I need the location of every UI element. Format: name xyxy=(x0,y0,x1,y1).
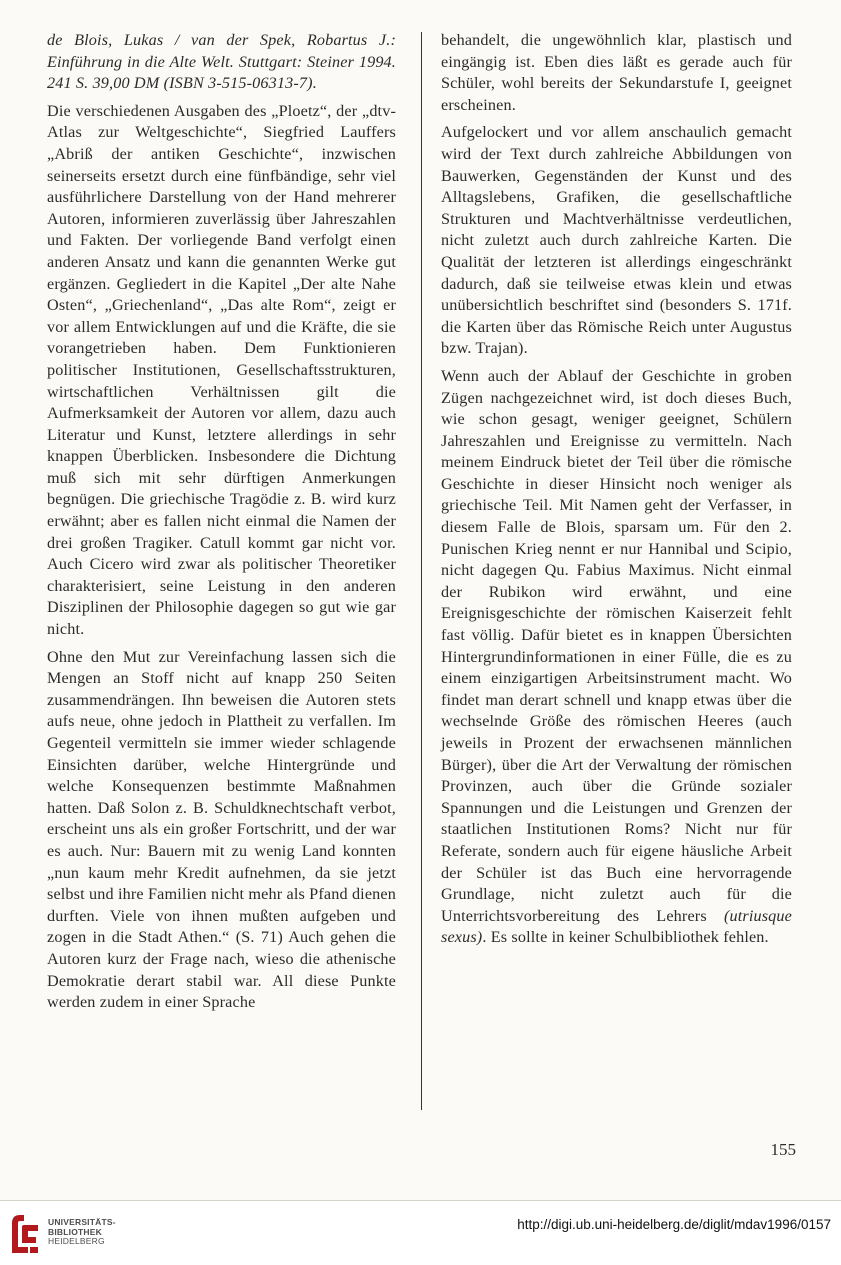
paragraph-tail: . Es sollte in keiner Schulbibliothek fehlen. xyxy=(482,928,769,947)
source-url-link[interactable]: http://digi.ub.uni-heidelberg.de/diglit/mdav1996/0157 xyxy=(517,1217,831,1232)
logo-line: HEIDELBERG xyxy=(48,1236,105,1246)
column-divider xyxy=(421,32,422,1110)
digitization-footer xyxy=(0,1201,841,1265)
right-column xyxy=(441,30,792,955)
paragraph: Ohne den Mut zur Vereinfachung lassen sich die Mengen an Stoff nicht auf knapp 250 Seiten zusammendrängen. Ihn beweisen die Autoren stets aufs neue, ohne jedoch in Plattheit zu verfallen. Im Gegenteil vermitteln sie immer wieder schlagende Einsichten darüber, welche Hintergründe und welche Konsequenzen bestimmte Maßnahmen hatten. Daß Solon z. B. Schuldknechtschaft verbot, erscheint uns als ein großer Fortschritt, und der war es auch. Nur: Bauern mit zu wenig Land konnten „nun kaum mehr Kredit aufnehmen, da sie jetzt selbst und ihre Familien nicht mehr als Pfand dienen durften. Viele von ihnen mußten aufgeben und zogen in die Stadt Athen.“ (S. 71) Auch gehen die Autoren kurz der Frage nach, wieso die athenische Demokratie derart stabil war. All diese Punkte werden zudem in einer Sprache xyxy=(47,647,396,1012)
paragraph-text: Wenn auch der Ablauf der Geschichte in groben Zügen nachgezeichnet wird, ist doch dieses Buch, wie schon gesagt, weniger geeignet, Schülern Jahreszahlen und Ereignisse zu vermitteln. Nach meinem Eindruck bietet der Teil über die römische Geschichte in dieser Hinsicht noch weniger als griechische Teil. Mit Namen geht der Verfasser, in diesem Falle de Blois, sparsam um. Für den 2. Punischen Krieg nennt er nur Hannibal und Scipio, nicht dagegen Qu. Fabius Maximus. Nicht einmal der Rubikon wird erwähnt, und eine Ereignisgeschichte der römischen Kaiserzeit fehlt fast völlig. Dafür bietet es in knappen Übersichten Hintergrundinformationen in einer Fülle, die es zu einem einzigartigen Arbeitsinstrument macht. Wo findet man derart schnell und knapp etwas über die wechselnde Größe des römischen Heeres (auch jeweils in Prozent der erwachsenen männlichen Bürger), über die Art der Verwaltung der römischen Provinzen, auch über die Gründe sozialer Spannungen und die Leistungen und Grenzen der staatlichen Institutionen Roms? Nicht nur für Referate, sondern auch für eigene häusliche Arbeit der Schüler ist das Buch eine hervorragende Grundlage, nicht zuletzt auch für die Unterrichtsvorbereitung des Lehrers xyxy=(441,366,792,925)
library-logo-icon xyxy=(8,1209,42,1257)
left-column xyxy=(47,30,396,1020)
book-citation: de Blois, Lukas / van der Spek, Robartus J.: Einführung in die Alte Welt. Stuttgart: Steiner 1994. 241 S. 39,00 DM (ISBN 3-515-06313-7). xyxy=(47,31,396,93)
paragraph: Die verschiedenen Ausgaben des „Ploetz“, der „dtv-Atlas zur Weltgeschichte“, Siegfried Lauffers „Abriß der antiken Geschichte“, inzwischen seinerseits ersetzt durch eine fünfbändige, sehr viel ausführlichere Darstellung von der Hand mehrerer Autoren, informieren zuverlässig über Jahreszahlen und Fakten. Der vorliegende Band verfolgt einen anderen Ansatz und kann die genannten Werke gut ergänzen. Gegliedert in die Kapitel „Der alte Nahe Osten“, „Griechenland“, „Das alte Rom“, zeigt er vor allem Entwicklungen auf und die Kräfte, die sie vorangetrieben haben. Dem Funktionieren politischer Institutionen, Gesellschaftsstrukturen, wirtschaftlichen Verhältnissen gilt die Aufmerksamkeit der Autoren vor allem, dazu auch Literatur und Kunst, letztere allerdings in sehr knappen Überblicken. Insbesondere die Dichtung muß sich mit sehr dürftigen Anmerkungen begnügen. Die griechische Tragödie z. B. wird kurz erwähnt; aber es fallen nicht einmal die Namen der drei großen Tragiker. Catull kommt gar nicht vor. Auch Cicero wird zwar als politischer Theoretiker charakterisiert, seine Leistung in den anderen Disziplinen der Philosophie dagegen so gut wie gar nicht. xyxy=(47,101,396,639)
library-logo-text xyxy=(48,1218,116,1247)
logo-line: UNIVERSITÄTS- xyxy=(48,1217,116,1227)
paragraph-final xyxy=(441,366,792,949)
paragraph: behandelt, die ungewöhnlich klar, plastisch und eingängig ist. Eben dies läßt es gerade auch für Schüler, wohl bereits der Sekundarstufe I, geeignet erscheinen. xyxy=(441,31,792,114)
logo-line: BIBLIOTHEK xyxy=(48,1226,102,1237)
page-number: 155 xyxy=(770,1140,796,1159)
italic-phrase: (utriusque sexus) xyxy=(441,906,792,947)
paragraph: Aufgelockert und vor allem anschaulich gemacht wird der Text durch zahlreiche Abbildungen von Bauwerken, Gegenständen der Kunst und des Alltagslebens, Grafiken, die gesellschaftliche Strukturen und Machtverhältnisse verdeutlichen, nicht zuletzt auch durch zahlreiche Karten. Die Qualität der letzteren ist allerdings eingeschränkt dadurch, daß sie teilweise etwas klein und etwas unübersichtlich beschriftet sind (besonders S. 171f. die Karten über das Römische Reich unter Augustus bzw. Trajan). xyxy=(441,123,792,358)
